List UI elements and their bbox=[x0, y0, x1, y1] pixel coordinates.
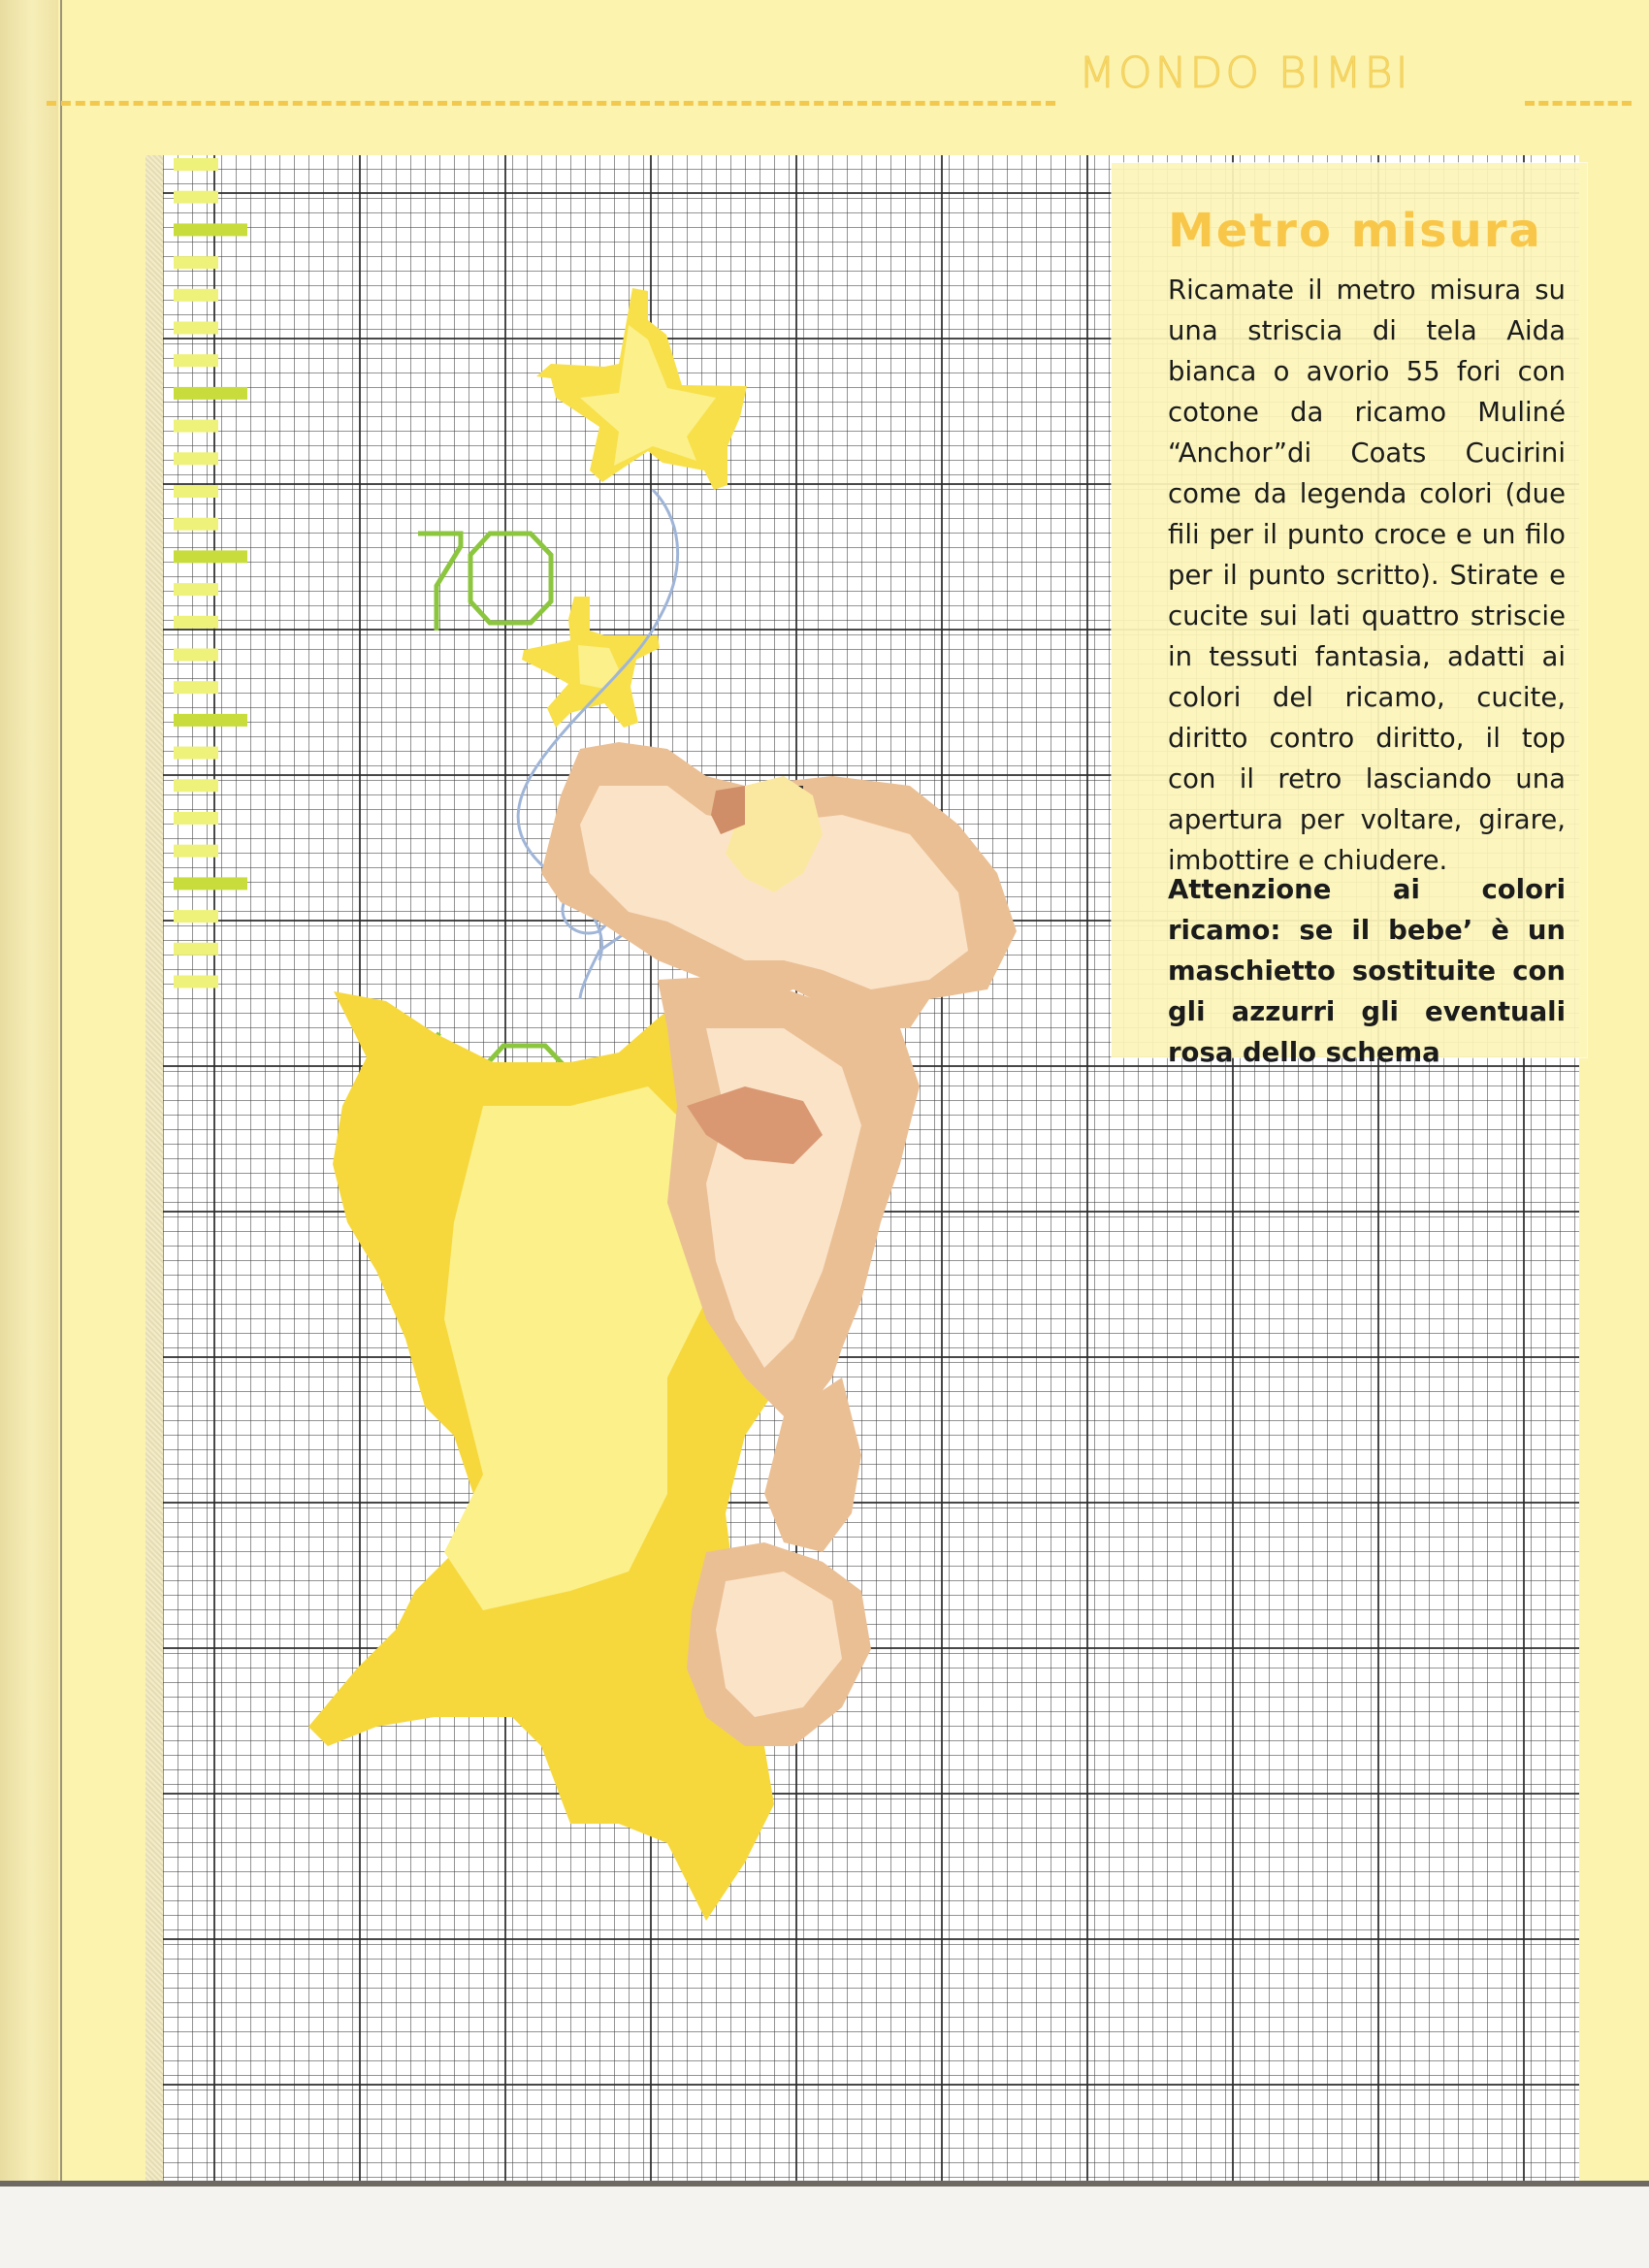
instructions-text: Ricamate il metro misura su una striscia di tela Aida bianca o avorio 55 fori con cotone da ricamo Muliné “Anchor”di Coats Cucirini come da legenda colori (due fili per il punto croce e un filo per il punto scritto). Stirate e cucite sui lati quattro striscie in tessuti fantasia, adatti ai colori del ricamo, cucite, diritto contro diritto, il top con il retro lasciando una apertura per voltare, girare, imbottire e chiudere. bbox=[1168, 275, 1566, 876]
ruler-mark bbox=[174, 583, 218, 596]
ruler-mark bbox=[174, 747, 218, 760]
ruler-mark bbox=[174, 420, 218, 433]
ruler-mark bbox=[174, 910, 218, 923]
ruler-mark bbox=[174, 322, 218, 335]
section-title: MONDO BIMBI bbox=[1079, 49, 1411, 98]
binding-fold-line bbox=[60, 0, 62, 2185]
scanner-background bbox=[0, 2187, 1649, 2268]
instructions-panel bbox=[1112, 163, 1587, 1068]
ruler-mark bbox=[174, 616, 218, 629]
ruler-mark bbox=[174, 518, 218, 531]
ruler-mark bbox=[174, 256, 218, 269]
height-ruler bbox=[174, 158, 247, 988]
number-70 bbox=[418, 534, 551, 631]
ruler-mark bbox=[174, 158, 218, 171]
ruler-mark bbox=[174, 779, 218, 792]
color-note: Attenzione ai colori ricamo: se il bebe’ è un maschietto sostituite con gli azzurri gli eventuali rosa dello schema bbox=[1168, 874, 1566, 1068]
header-dash-line bbox=[47, 101, 1055, 106]
ruler-mark bbox=[174, 976, 218, 988]
ruler-mark bbox=[174, 452, 218, 465]
panel-body bbox=[1168, 270, 1566, 881]
ruler-mark bbox=[174, 289, 218, 302]
star-small bbox=[522, 597, 660, 728]
page-binding bbox=[0, 0, 58, 2185]
ruler-mark bbox=[174, 845, 218, 858]
ruler-mark bbox=[174, 649, 218, 662]
ruler-mark bbox=[174, 812, 218, 825]
ruler-mark bbox=[174, 354, 218, 367]
ruler-mark bbox=[174, 191, 218, 204]
ruler-mark bbox=[174, 877, 247, 890]
ruler-mark bbox=[174, 714, 247, 727]
ruler-mark bbox=[174, 223, 247, 236]
panel-title: Metro misura bbox=[1168, 204, 1542, 258]
ruler-mark bbox=[174, 943, 218, 956]
chart-edge-shadow bbox=[146, 155, 163, 2185]
star-top bbox=[536, 288, 747, 490]
ruler-mark bbox=[174, 485, 218, 498]
ruler-mark bbox=[174, 681, 218, 694]
ruler-mark bbox=[174, 387, 247, 400]
ruler-mark bbox=[174, 550, 247, 563]
header-dash-line-right bbox=[1525, 101, 1632, 106]
page-right-margin bbox=[1587, 155, 1649, 2185]
